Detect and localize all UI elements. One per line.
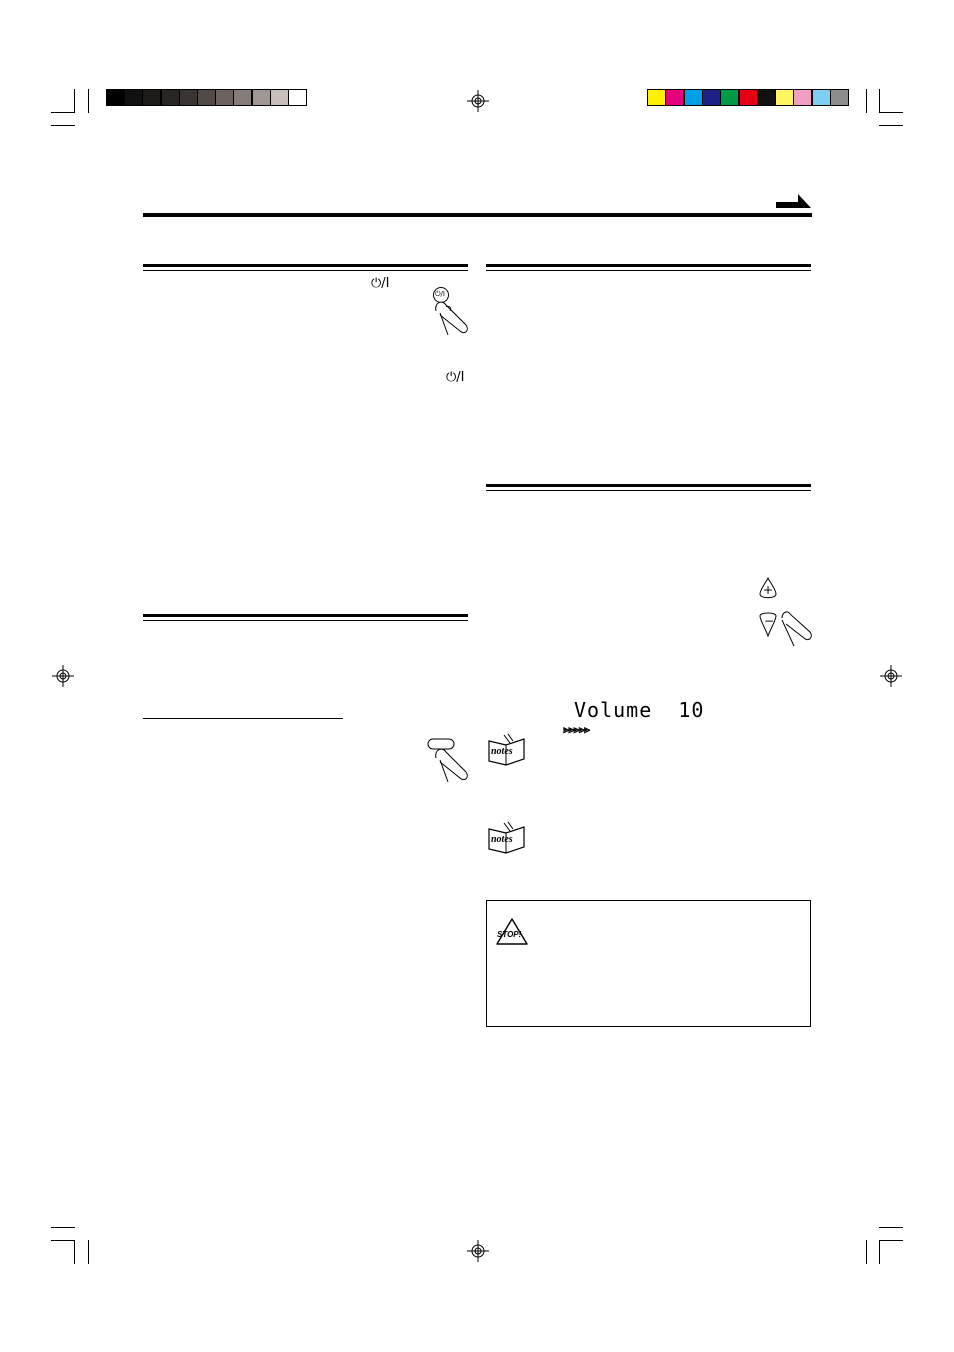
volume-down-label: − xyxy=(764,614,775,628)
crop-mark xyxy=(51,1227,75,1228)
color-swatch xyxy=(665,89,684,106)
oval-button[interactable] xyxy=(426,738,470,784)
crop-mark xyxy=(879,1240,903,1241)
gray-swatch xyxy=(270,89,289,106)
crop-mark xyxy=(88,1240,89,1264)
crop-mark xyxy=(879,1227,903,1228)
gray-swatch xyxy=(142,89,161,106)
crop-mark xyxy=(88,89,89,113)
crop-mark xyxy=(879,1240,880,1264)
color-swatch xyxy=(830,89,849,106)
section-rule xyxy=(486,270,811,271)
crop-mark xyxy=(879,89,880,113)
section-rule xyxy=(143,620,468,621)
section-rule xyxy=(486,484,811,487)
crop-mark xyxy=(866,89,867,113)
gray-swatch xyxy=(215,89,234,106)
gray-swatch xyxy=(106,89,125,106)
subsection-underline xyxy=(143,718,343,719)
gray-swatch xyxy=(288,89,307,106)
notes-label: notes xyxy=(491,746,513,757)
arrow-right-icon xyxy=(776,192,812,212)
power-button[interactable] xyxy=(426,285,470,337)
crop-mark xyxy=(866,1240,867,1264)
registration-target-icon xyxy=(880,665,902,687)
gray-swatch xyxy=(179,89,198,106)
notes-icon xyxy=(486,733,528,769)
volume-down-button[interactable] xyxy=(756,610,814,648)
notes-label: notes xyxy=(491,834,513,845)
color-swatch xyxy=(702,89,721,106)
section-rule xyxy=(486,264,811,267)
color-swatch xyxy=(684,89,703,106)
color-swatch xyxy=(647,89,666,106)
volume-level-indicator: ⪢⪢⪢⪢⪢ xyxy=(563,723,590,736)
crop-mark xyxy=(879,112,903,113)
gray-swatch xyxy=(161,89,180,106)
section-rule xyxy=(143,614,468,617)
crop-mark xyxy=(51,112,75,113)
registration-target-icon xyxy=(52,665,74,687)
caution-box xyxy=(486,900,811,1027)
stop-icon xyxy=(495,917,529,947)
volume-display: Volume 10 xyxy=(574,698,705,722)
gray-swatch xyxy=(252,89,271,106)
gray-swatch xyxy=(233,89,252,106)
color-swatch xyxy=(775,89,794,106)
color-swatch xyxy=(757,89,776,106)
power-button-label: ⏻/I xyxy=(435,290,445,298)
crop-mark xyxy=(879,125,903,126)
crop-mark xyxy=(51,125,75,126)
registration-target-icon xyxy=(467,90,489,112)
gray-swatch xyxy=(124,89,143,106)
page-header-rule xyxy=(143,213,812,217)
notes-icon xyxy=(486,821,528,857)
finger-press-icon xyxy=(426,738,470,784)
section-rule xyxy=(143,264,468,267)
finger-press-icon xyxy=(426,285,470,337)
registration-target-icon xyxy=(467,1240,489,1262)
volume-up-button[interactable] xyxy=(756,576,780,602)
crop-mark xyxy=(74,1240,75,1264)
power-symbol: ⏻/I xyxy=(446,370,465,385)
section-rule xyxy=(143,270,468,271)
section-rule xyxy=(486,490,811,491)
power-symbol: ⏻/I xyxy=(371,276,390,291)
stop-label: STOP! xyxy=(497,930,522,939)
crop-mark xyxy=(74,89,75,113)
color-swatch xyxy=(812,89,831,106)
color-swatch xyxy=(739,89,758,106)
volume-up-label: + xyxy=(763,583,774,597)
gray-swatch xyxy=(197,89,216,106)
color-swatch xyxy=(793,89,812,106)
crop-mark xyxy=(51,1240,75,1241)
color-swatch xyxy=(720,89,739,106)
